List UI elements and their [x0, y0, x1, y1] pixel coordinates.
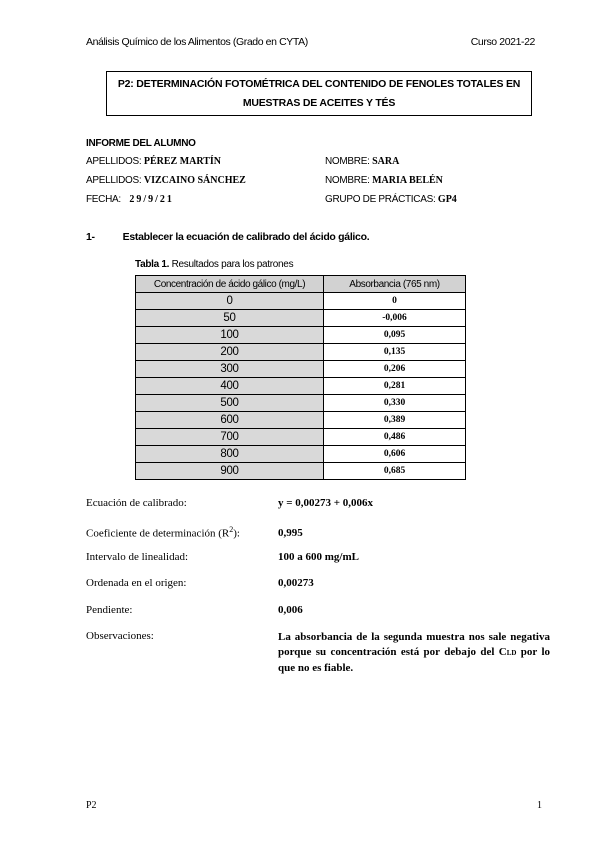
practice-title-line-2: MUESTRAS DE ACEITES Y TÉS [242, 97, 396, 109]
report-heading: INFORME DEL ALUMNO [86, 138, 196, 149]
table-row [136, 310, 466, 327]
table-row [136, 429, 466, 446]
concentration-cell: 0 [136, 293, 324, 310]
concentration-cell: 300 [136, 361, 324, 378]
absorbance-cell: 0,281 [324, 378, 466, 395]
observations-subscript: LD [506, 649, 517, 657]
column-header-concentration: Concentración de ácido gálico (mg/L) [136, 276, 324, 293]
concentration-cell: 700 [136, 429, 324, 446]
r2-label-end: ): [233, 527, 240, 540]
absorbance-cell: -0,006 [324, 310, 466, 327]
header-course-name: Análisis Químico de los Alimentos (Grado en CYTA) [86, 36, 308, 48]
section-1-heading [86, 231, 369, 243]
surname-row-1 [86, 156, 221, 167]
concentration-cell: 100 [136, 327, 324, 344]
table-row [136, 463, 466, 480]
concentration-cell: 400 [136, 378, 324, 395]
header-academic-year: Curso 2021-22 [470, 36, 535, 48]
observations-text [278, 630, 550, 676]
absorbance-cell: 0,206 [324, 361, 466, 378]
column-header-absorbance: Absorbancia (765 nm) [324, 276, 466, 293]
observations-label: Observaciones: [86, 630, 154, 642]
table-row [136, 361, 466, 378]
equation-value: y = 0,00273 + 0,006x [278, 497, 374, 509]
date-label: FECHA: [86, 194, 121, 205]
r2-label-text: Coeficiente de determinación (R [86, 527, 230, 540]
linearity-label: Intervalo de linealidad: [86, 551, 189, 563]
footer-page-number: 1 [537, 800, 542, 811]
name-row-2 [325, 175, 443, 186]
intercept-label: Ordenada en el origen: [86, 577, 187, 589]
absorbance-cell: 0,685 [324, 463, 466, 480]
table-row [136, 293, 466, 310]
group-value: GP4 [437, 194, 457, 205]
practice-title-box [106, 71, 532, 116]
practice-title-line-1: P2: DETERMINACIÓN FOTOMÉTRICA DEL CONTENIDO DE FENOLES TOTALES EN [117, 78, 521, 90]
group-row [325, 194, 457, 205]
absorbance-cell: 0 [324, 293, 466, 310]
table-row [136, 378, 466, 395]
name-label: NOMBRE: [325, 156, 370, 167]
surname-label: APELLIDOS: [86, 175, 142, 186]
concentration-cell: 500 [136, 395, 324, 412]
r2-superscript: 2 [229, 525, 234, 534]
table-header-row [136, 276, 466, 293]
table-row [136, 344, 466, 361]
slope-value: 0,006 [278, 604, 303, 616]
absorbance-cell: 0,135 [324, 344, 466, 361]
table-row [136, 327, 466, 344]
r2-label [86, 525, 240, 540]
slope-label: Pendiente: [86, 604, 133, 616]
surname-value: VIZCAINO SÁNCHEZ [143, 175, 246, 186]
observations-body: La absorbancia de la segunda muestra nos sale negativa porque su concentración está por debajo del C [278, 631, 550, 658]
surname-label: APELLIDOS: [86, 156, 142, 167]
table-caption-text: Resultados para los patrones [169, 259, 294, 270]
observations-end: por lo que no es fiable. [278, 646, 551, 674]
absorbance-cell: 0,095 [324, 327, 466, 344]
equation-label: Ecuación de calibrado: [86, 497, 187, 509]
table-caption [135, 259, 293, 270]
section-title: Establecer la ecuación de calibrado del ácido gálico. [122, 231, 370, 243]
group-label: GRUPO DE PRÁCTICAS: [325, 194, 436, 205]
intercept-value: 0,00273 [278, 577, 314, 589]
section-number: 1- [86, 231, 95, 243]
concentration-cell: 50 [136, 310, 324, 327]
table-row [136, 446, 466, 463]
table-row [136, 395, 466, 412]
footer-practice-code: P2 [86, 800, 97, 811]
table-row [136, 412, 466, 429]
concentration-cell: 600 [136, 412, 324, 429]
absorbance-cell: 0,330 [324, 395, 466, 412]
surname-value: PÉREZ MARTÍN [143, 156, 222, 167]
absorbance-cell: 0,389 [324, 412, 466, 429]
concentration-cell: 200 [136, 344, 324, 361]
concentration-cell: 800 [136, 446, 324, 463]
name-value: MARIA BELÉN [372, 175, 443, 186]
absorbance-cell: 0,606 [324, 446, 466, 463]
date-value: 29/9/21 [129, 194, 174, 205]
name-value: SARA [372, 156, 400, 167]
r2-value: 0,995 [278, 527, 303, 539]
linearity-value: 100 a 600 mg/mL [278, 551, 359, 563]
concentration-cell: 900 [136, 463, 324, 480]
table-caption-label: Tabla 1. [135, 259, 170, 270]
name-row-1 [325, 156, 399, 167]
surname-row-2 [86, 175, 246, 186]
absorbance-cell: 0,486 [324, 429, 466, 446]
standards-table [135, 275, 466, 480]
date-row [86, 194, 174, 205]
name-label: NOMBRE: [325, 175, 370, 186]
